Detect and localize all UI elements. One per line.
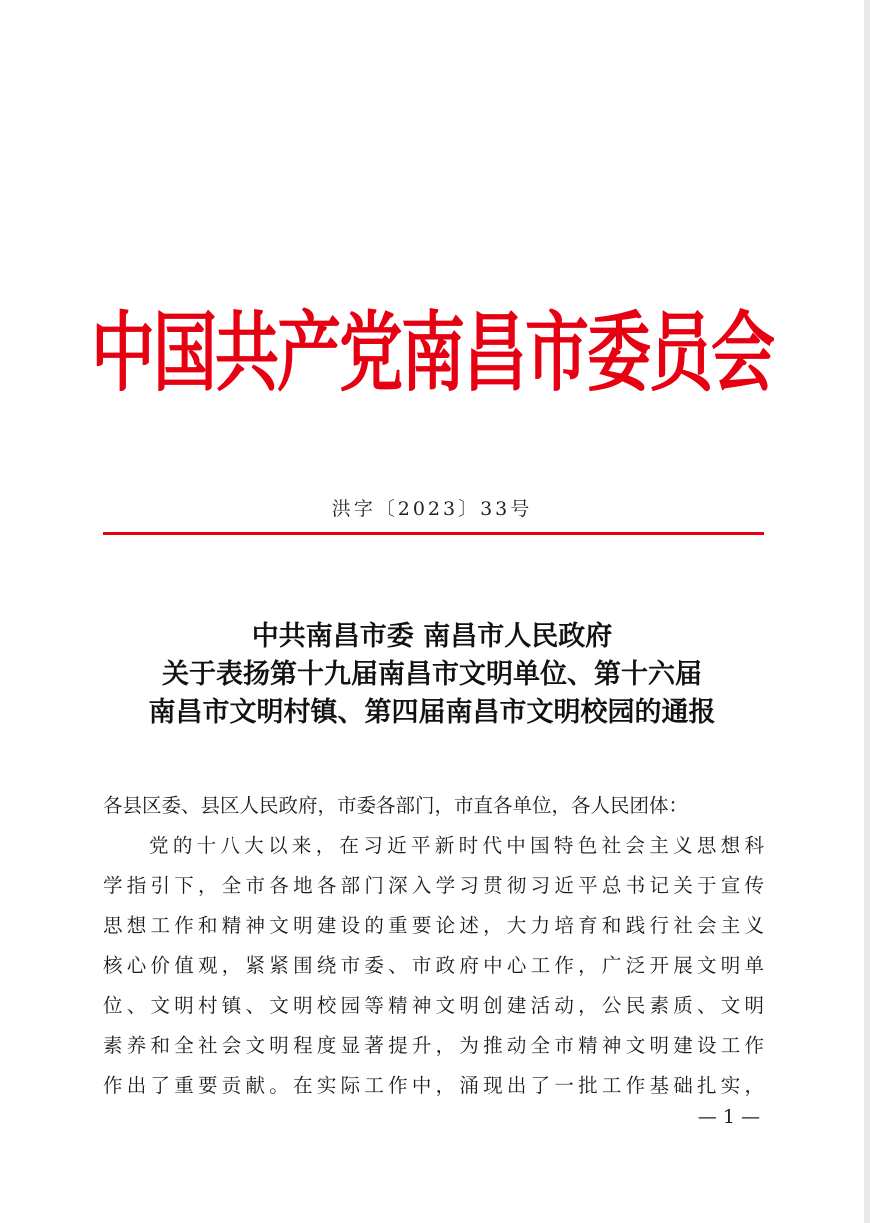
body-line: 思想工作和精神文明建设的重要论述，大力培育和践行社会主义	[103, 914, 764, 937]
body-line: 党的十八大以来，在习近平新时代中国特色社会主义思想科	[149, 834, 764, 857]
page-number: — 1 —	[697, 1106, 760, 1128]
body-line: 学指引下，全市各地各部门深入学习贯彻习近平总书记关于宣传	[103, 874, 764, 897]
title-line-1: 中共南昌市委 南昌市人民政府	[251, 621, 613, 652]
masthead-org-name: 中国共产党南昌市委员会	[91, 304, 773, 404]
body-line: 素养和全社会文明程度显著提升，为推动全市精神文明建设工作	[103, 1034, 764, 1057]
title-line-2: 关于表扬第十九届南昌市文明单位、第十六届	[162, 659, 702, 690]
body-line: 核心价值观，紧紧围绕市委、市政府中心工作，广泛开展文明单	[103, 954, 764, 977]
body-line: 位、文明村镇、文明校园等精神文明创建活动，公民素质、文明	[103, 994, 764, 1017]
document-number: 洪字〔2023〕33号	[331, 498, 533, 520]
salutation: 各县区委、县区人民政府，市委各部门，市直各单位，各人民团体：	[103, 794, 689, 817]
title-line-3: 南昌市文明村镇、第四届南昌市文明校园的通报	[148, 697, 716, 728]
page-edge	[864, 0, 870, 1223]
body-paragraph	[103, 826, 764, 1106]
red-divider-line	[103, 532, 764, 535]
body-line: 作出了重要贡献。在实际工作中，涌现出了一批工作基础扎实，	[103, 1074, 764, 1097]
document-title	[0, 618, 864, 732]
